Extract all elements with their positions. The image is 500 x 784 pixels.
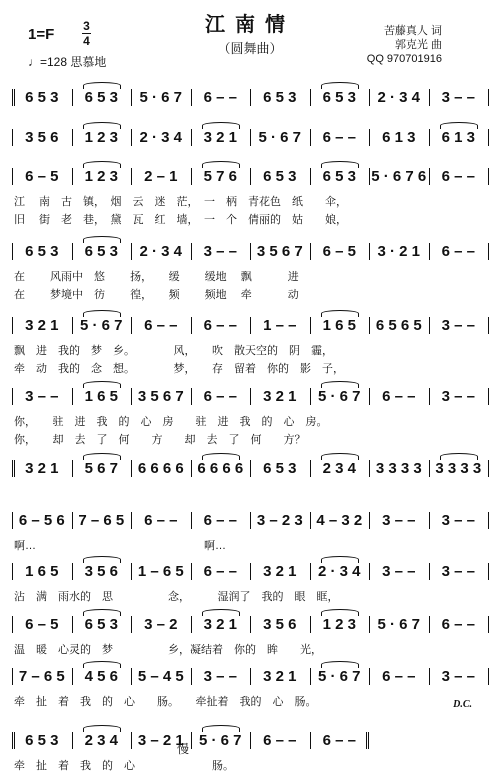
measure: [12, 88, 72, 106]
slur: [321, 453, 359, 460]
measure: [131, 667, 191, 685]
measure-notes: 1 6 5: [25, 562, 59, 580]
slur: [83, 609, 121, 616]
measure: [310, 88, 370, 106]
measure: [429, 387, 489, 405]
barline: [488, 243, 489, 260]
measure-notes: 4 – 3 2: [316, 511, 363, 529]
measure-notes: 6 1 3: [382, 128, 416, 146]
measure-notes: 3 – –: [203, 242, 237, 260]
measure: [310, 459, 370, 477]
measure-notes: 3 2 1: [263, 387, 297, 405]
measure: [12, 511, 72, 529]
measure-notes: 2 · 3 4: [139, 242, 183, 260]
barline: [488, 388, 489, 405]
measure: [12, 128, 72, 146]
measure: [369, 242, 429, 260]
measure-notes: 6 – –: [441, 167, 475, 185]
measure-notes: 5 · 6 7: [258, 128, 302, 146]
measure-notes: 3 2 1: [25, 459, 59, 477]
measure: [131, 88, 191, 106]
barline: [488, 317, 489, 334]
measure-notes: 6 5 3: [84, 615, 118, 633]
measure-notes: 3 – –: [441, 316, 475, 334]
measure: [369, 562, 429, 580]
measure: [72, 167, 132, 185]
measure: [191, 128, 251, 146]
lyric-line: 牵 扯 着 我 的 心 肠。 牵扯着 我的 心 肠。: [14, 696, 317, 708]
measure-notes: 6 – –: [203, 88, 237, 106]
lyric-line: 啊… 啊…: [14, 540, 227, 552]
slur: [321, 161, 359, 168]
slur: [83, 661, 121, 668]
measure: [72, 242, 132, 260]
measure: [250, 316, 310, 334]
da-capo-mark: D.C.: [453, 699, 472, 710]
slur: [83, 381, 121, 388]
slow-marking: 慢: [177, 742, 190, 756]
measure: [131, 615, 191, 633]
slur: [321, 310, 359, 317]
measure-notes: 6 – –: [203, 387, 237, 405]
measure: [429, 242, 489, 260]
barline: [488, 512, 489, 529]
measure: [72, 667, 132, 685]
measure-notes: 6 – 5: [25, 167, 59, 185]
measure-notes: 2 · 3 4: [377, 88, 421, 106]
slur: [83, 161, 121, 168]
measure-notes: 3 – –: [441, 387, 475, 405]
lyric-line: 牵 动 我的 念 想。 梦， 存 留着 你的 影 子，: [14, 363, 344, 375]
measure: [369, 88, 429, 106]
measure: [369, 667, 429, 685]
measure-notes: 3 2 1: [263, 667, 297, 685]
measure: [72, 88, 132, 106]
measure-notes: 5 6 7: [84, 459, 118, 477]
measure-notes: 5 7 6: [203, 167, 237, 185]
measure-notes: 3 – –: [382, 511, 416, 529]
slur: [321, 556, 359, 563]
measure-notes: 6 6 6 6: [197, 459, 244, 477]
measure: [131, 459, 191, 477]
measure-notes: 6 – 5: [322, 242, 356, 260]
measure-notes: 3 – 2 3: [256, 511, 303, 529]
measure-notes: 6 5 6 5: [375, 316, 422, 334]
measure: [310, 242, 370, 260]
measure: [369, 167, 429, 185]
slur: [83, 556, 121, 563]
measure: [12, 667, 72, 685]
time-signature: [82, 20, 91, 47]
key-signature: 1=F: [28, 26, 55, 43]
slur: [202, 725, 240, 732]
measure-notes: 3 2 1: [25, 316, 59, 334]
measure-notes: 5 · 6 7: [317, 667, 361, 685]
measure: [191, 731, 251, 749]
measure-notes: 1 2 3: [84, 128, 118, 146]
slur: [83, 236, 121, 243]
measure-notes: 3 – –: [382, 562, 416, 580]
slur: [202, 609, 240, 616]
measure-notes: 7 – 6 5: [18, 667, 65, 685]
measure: [131, 242, 191, 260]
measure: [429, 511, 489, 529]
measure: [250, 615, 310, 633]
measure-notes: 3 2 1: [263, 562, 297, 580]
measure-notes: 3 · 2 1: [377, 242, 421, 260]
measure: [12, 387, 72, 405]
measure-notes: 3 – –: [441, 667, 475, 685]
measure-notes: 3 5 6: [25, 128, 59, 146]
lyric-line: 你， 却 去 了 何 方 却 去 了 何 方？: [14, 434, 306, 446]
measure: [131, 562, 191, 580]
measure-notes: 2 · 3 4: [317, 562, 361, 580]
measure-notes: 5 · 6 7 6: [371, 167, 427, 185]
measure-notes: 2 3 4: [84, 731, 118, 749]
measure-notes: 6 1 3: [441, 128, 475, 146]
measure-notes: 6 – –: [203, 511, 237, 529]
measure: [12, 167, 72, 185]
measure-notes: 6 – 5 6: [18, 511, 65, 529]
slur: [321, 609, 359, 616]
measure-notes: 2 – 1: [144, 167, 178, 185]
measure: [72, 128, 132, 146]
measure: [12, 316, 72, 334]
lyric-line: 飘 进 我的 梦 乡。 风， 吹 散天空的 阴 霾，: [14, 345, 333, 357]
measure: [191, 88, 251, 106]
measure: [429, 88, 489, 106]
measure: [369, 128, 429, 146]
measure: [429, 667, 489, 685]
measure: [131, 167, 191, 185]
measure: [72, 316, 132, 334]
barline: [488, 460, 489, 477]
measure: [429, 562, 489, 580]
measure: [191, 167, 251, 185]
slur: [321, 381, 359, 388]
measure-notes: 6 – –: [322, 731, 356, 749]
measure: [12, 615, 72, 633]
barline: [488, 563, 489, 580]
measure-notes: 3 5 6: [84, 562, 118, 580]
measure-notes: 1 2 3: [84, 167, 118, 185]
measure: [72, 615, 132, 633]
measure: [250, 128, 310, 146]
measure: [429, 615, 489, 633]
song-title: 江南情: [205, 12, 295, 36]
measure-notes: 6 – –: [203, 316, 237, 334]
measure-notes: 3 – 2: [144, 615, 178, 633]
measure-notes: 5 · 6 7: [377, 615, 421, 633]
measure: [310, 511, 370, 529]
lyricist-credit: 苦藤真人 词: [383, 25, 442, 37]
measure-notes: 2 3 4: [322, 459, 356, 477]
measure: [250, 667, 310, 685]
measure-notes: 3 – –: [441, 88, 475, 106]
measure: [191, 615, 251, 633]
barline: [488, 129, 489, 146]
measure-notes: 5 – 4 5: [137, 667, 184, 685]
measure-notes: 3 – –: [441, 511, 475, 529]
measure-notes: 6 – 5: [25, 615, 59, 633]
measure: [369, 511, 429, 529]
measure: [191, 459, 251, 477]
measure: [310, 316, 370, 334]
measure: [250, 511, 310, 529]
measure: [12, 562, 72, 580]
measure: [429, 459, 489, 477]
measure-notes: 3 5 6 7: [256, 242, 303, 260]
measure-notes: 6 – –: [263, 731, 297, 749]
slur: [202, 122, 240, 129]
measure-notes: 6 – –: [441, 242, 475, 260]
measure-notes: 3 2 1: [203, 615, 237, 633]
lyric-line: 江 南 古 镇， 烟 云 迷 茫， 一 柄 青花色 纸 伞，: [14, 196, 348, 208]
barline: [488, 89, 489, 106]
lyric-line: 在 风雨中 悠 扬， 缓 缓地 飘 进: [14, 271, 299, 283]
measure: [72, 731, 132, 749]
measure-notes: 5 · 6 7: [139, 88, 183, 106]
slur: [202, 453, 240, 460]
measure-notes: 6 – –: [322, 128, 356, 146]
measure: [72, 511, 132, 529]
measure-notes: 3 – 2 1: [137, 731, 184, 749]
measure-notes: 1 2 3: [322, 615, 356, 633]
measure: [250, 731, 310, 749]
measure: [310, 387, 370, 405]
measure-notes: 6 5 3: [84, 242, 118, 260]
contact-credit: QQ 970701916: [366, 53, 442, 65]
measure: [310, 667, 370, 685]
tempo-marking: ♩=128 思慕地: [28, 55, 107, 69]
measure: [250, 387, 310, 405]
measure: [250, 459, 310, 477]
measure-notes: 3 3 3 3: [435, 459, 482, 477]
measure-notes: 6 5 3: [322, 167, 356, 185]
measure-notes: 6 – –: [382, 667, 416, 685]
measure: [310, 731, 370, 749]
measure: [369, 615, 429, 633]
measure-notes: 2 · 3 4: [139, 128, 183, 146]
lyric-line: 温 暖 心灵的 梦 乡，凝结着 你的 眸 光，: [14, 644, 322, 656]
measure: [429, 128, 489, 146]
measure-notes: 6 5 3: [263, 88, 297, 106]
measure: [429, 167, 489, 185]
composer-credit: 郭克光 曲: [394, 39, 442, 51]
measure: [250, 167, 310, 185]
measure-notes: 1 6 5: [84, 387, 118, 405]
barline: [488, 668, 489, 685]
measure: [12, 731, 72, 749]
measure-notes: 7 – 6 5: [78, 511, 125, 529]
measure: [369, 316, 429, 334]
measure: [369, 387, 429, 405]
song-subtitle: （圆舞曲）: [217, 41, 283, 56]
measure: [310, 128, 370, 146]
slur: [440, 453, 478, 460]
measure-notes: 3 5 6: [263, 615, 297, 633]
measure: [12, 459, 72, 477]
lyric-line: 沾 满 雨水的 思 念， 湿润了 我的 眼 眶，: [14, 591, 339, 603]
measure-notes: 6 5 3: [84, 88, 118, 106]
measure-notes: 6 5 3: [322, 88, 356, 106]
measure: [310, 167, 370, 185]
slur: [83, 725, 121, 732]
measure-notes: 4 5 6: [84, 667, 118, 685]
meter-top: 3: [83, 19, 90, 33]
slur: [321, 661, 359, 668]
meter-bottom: 4: [83, 34, 90, 48]
measure: [191, 387, 251, 405]
measure-notes: 5 · 6 7: [317, 387, 361, 405]
slur: [83, 82, 121, 89]
measure: [369, 459, 429, 477]
measure: [131, 316, 191, 334]
measure: [250, 88, 310, 106]
measure: [310, 562, 370, 580]
lyric-line: 牵 扯 着 我 的 心 肠。: [14, 760, 234, 772]
lyric-line: 你， 驻 进 我 的 心 房 驻 进 我 的 心 房。: [14, 416, 328, 428]
measure-notes: 6 6 6 6: [137, 459, 184, 477]
measure: [131, 387, 191, 405]
measure: [191, 667, 251, 685]
measure-notes: 6 5 3: [263, 459, 297, 477]
measure: [131, 511, 191, 529]
measure-notes: 6 – –: [144, 511, 178, 529]
credits: [367, 24, 442, 66]
measure-notes: 1 – 6 5: [137, 562, 184, 580]
slur: [83, 310, 121, 317]
measure-notes: 6 – –: [441, 615, 475, 633]
slur: [83, 122, 121, 129]
lyric-line: 旧 街 老 巷， 黛 瓦 红 墙， 一 个 倩丽的 姑 娘，: [14, 214, 348, 226]
measure-notes: 6 5 3: [25, 242, 59, 260]
measure: [191, 242, 251, 260]
barline: [366, 732, 369, 749]
slur: [440, 122, 478, 129]
measure: [72, 459, 132, 477]
measure-notes: 3 – –: [25, 387, 59, 405]
measure: [191, 511, 251, 529]
measure-notes: 3 5 6 7: [137, 387, 184, 405]
barline: [488, 616, 489, 633]
measure: [429, 316, 489, 334]
measure: [250, 562, 310, 580]
measure-notes: 3 2 1: [203, 128, 237, 146]
measure: [191, 562, 251, 580]
measure: [12, 242, 72, 260]
barline: [488, 168, 489, 185]
slur: [83, 453, 121, 460]
measure: [310, 615, 370, 633]
measure-notes: 6 – –: [144, 316, 178, 334]
measure-notes: 1 – –: [263, 316, 297, 334]
measure: [250, 242, 310, 260]
measure: [72, 562, 132, 580]
measure: [72, 387, 132, 405]
measure-notes: 6 – –: [203, 562, 237, 580]
measure: [131, 128, 191, 146]
measure-notes: 6 5 3: [25, 88, 59, 106]
measure-notes: 1 6 5: [322, 316, 356, 334]
measure: [191, 316, 251, 334]
slur: [202, 161, 240, 168]
measure-notes: 5 · 6 7: [79, 316, 123, 334]
lyric-line: 在 梦境中 彷 徨， 频 频地 牵 动: [14, 289, 299, 301]
measure-notes: 5 · 6 7: [198, 731, 242, 749]
slur: [321, 82, 359, 89]
measure-notes: 6 – –: [382, 387, 416, 405]
measure-notes: 6 5 3: [263, 167, 297, 185]
measure-notes: 3 3 3 3: [375, 459, 422, 477]
measure-notes: 3 – –: [441, 562, 475, 580]
measure-notes: 6 5 3: [25, 731, 59, 749]
measure-notes: 3 – –: [203, 667, 237, 685]
